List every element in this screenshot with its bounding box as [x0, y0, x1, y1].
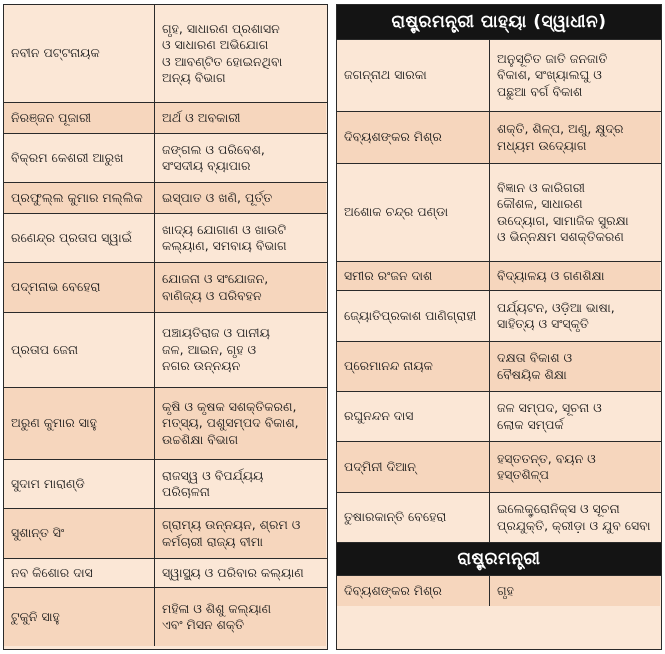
portfolio: ପର୍ଯ୍ୟଟନ, ଓଡ଼ିଆ ଭାଷା, ସାହିତ୍ୟ ଓ ସଂସ୍କୃତି [497, 299, 615, 331]
table-row [337, 342, 661, 392]
portfolio: ଯୋଜନା ଓ ସଂଯୋଜନ, ବାଣିଜ୍ୟ ଓ ପରିବହନ [155, 263, 326, 312]
portfolio: ଗ୍ରାମ୍ୟ ଉନ୍ନୟନ, ଶ୍ରମ ଓ କର୍ମଚାରୀ ରାଜ୍ୟ ବୀମା [155, 509, 326, 558]
minister-name: ଅଶୋକ ଚନ୍ଦ୍ର ପଣ୍ଡା [337, 164, 490, 261]
minister-name: ପ୍ରେମାନନ୍ଦ ନାୟକ [337, 342, 490, 391]
minister-name: ଜଗନ୍ନାଥ ସାରକା [337, 40, 490, 111]
portfolio: ଅନୁସୂଚିତ ଜାତି ଜନଜାତି ବିକାଶ, ସଂଖ୍ୟାଲଘୁ ଓ ପଛୁଆ ବର୍ଗ ବିକାଶ [497, 50, 608, 99]
table-row [337, 291, 661, 342]
portfolio: କୃଷି ଓ କୃଷକ ସଶକ୍ତିକରଣ, ମତ୍ସ୍ୟ, ପଶୁସମ୍ପଦ ବିକାଶ, ଉଚ୍ଚଶିକ୍ଷା ବିଭାଗ [155, 388, 326, 459]
table-row [4, 183, 327, 214]
portfolio: ଇଲେକ୍ଟ୍ରୋନିକ୍ସ ଓ ସୂଚନା ପ୍ରଯୁକ୍ତି, କ୍ରୀଡ଼ା ଓ ଯୁବ ସେବା [497, 501, 651, 533]
portfolio: ହସ୍ତତନ୍ତ, ବୟନ ଓ ହସ୍ତଶିଳ୍ପ [490, 442, 660, 492]
minister-name: ପ୍ରତାପ ଜେନା [4, 313, 155, 387]
minister-name: ସୁଦାମ ମାରାଣ୍ଡି [4, 460, 155, 508]
cabinet-ministers-table [3, 4, 328, 650]
portfolio: ଦକ୍ଷତା ବିକାଶ ଓ ବୈଷୟିକ ଶିକ୍ଷା [490, 342, 660, 391]
table-row [4, 214, 327, 263]
table-row [4, 263, 327, 313]
table-row [337, 164, 661, 262]
table-row [337, 442, 661, 493]
minister-name: ରଘୁନନ୍ଦନ ଦାସ [337, 392, 490, 441]
table-row [4, 509, 327, 559]
minister-name: ପଦ୍ମନାଭ ବେହେରା [4, 263, 155, 312]
table-row [337, 392, 661, 442]
minister-name: ଦିବ୍ୟଶଙ୍କର ମିଶ୍ର [337, 112, 490, 163]
minister-name: ଦିବ୍ୟଶଙ୍କର ମିଶ୍ର [337, 576, 490, 606]
table-row [337, 112, 661, 164]
portfolio: ଅର୍ଥ ଓ ଅବକାରୀ [155, 103, 326, 133]
portfolio: ମହିଳା ଓ ଶିଶୁ କଲ୍ୟାଣ ଏବଂ ମିସନ ଶକ୍ତି [155, 588, 326, 646]
portfolio: ଗୃହ [490, 576, 660, 606]
minister-name: ଅରୁଣ କୁମାର ସାହୁ [4, 388, 155, 459]
table-row [4, 588, 327, 646]
table-row [337, 493, 661, 543]
ministers-of-state-table [336, 4, 662, 650]
minister-name: ପ୍ରଫୁଲ୍ଲ କୁମାର ମଲ୍ଲିକ [4, 183, 155, 213]
table-row [337, 40, 661, 112]
minister-name: ନିରଞ୍ଜନ ପୂଜାରୀ [4, 103, 155, 133]
portfolio: ଖାଦ୍ୟ ଯୋଗାଣ ଓ ଖାଉଟି କଲ୍ୟାଣ, ସମବାୟ ବିଭାଗ [162, 221, 287, 253]
minister-name: ଜ୍ୟୋତିପ୍ରକାଶ ପାଣିଗ୍ରାହୀ [337, 291, 490, 341]
minister-name: ନବ କିଶୋର ଦାସ [4, 559, 155, 587]
portfolio: ଜଳ ସମ୍ପଦ, ସୂଚନା ଓ ଲୋକ ସମ୍ପର୍କ [497, 400, 602, 432]
minister-name: ରଣେନ୍ଦ୍ର ପ୍ରତାପ ସ୍ୱାଇଁ [4, 214, 155, 262]
table-row [4, 460, 327, 509]
minister-name: ତୁଷାରକାନ୍ତି ବେହେରା [337, 493, 490, 542]
minister-name: ସୁଶାନ୍ତ ସିଂ [4, 509, 155, 558]
table-row [4, 134, 327, 183]
portfolio: ଶକ୍ତି, ଶିଳ୍ପ, ଅଣୁ, କ୍ଷୁଦ୍ର ମଧ୍ୟମ ଉଦ୍ୟୋଗ [490, 112, 660, 163]
table-row [337, 262, 661, 291]
portfolio: ବିଜ୍ଞାନ ଓ କାରିଗରୀ କୌଶଳ, ସାଧାରଣ ଉଦ୍ୟୋଗ, ସାମାଜିକ ସୁରକ୍ଷା ଓ ଭିନ୍ନକ୍ଷମ ସଶକ୍ତିକରଣ [497, 179, 629, 244]
section-header: ରାଷ୍ଟ୍ରମନ୍ତ୍ରୀ [337, 543, 661, 576]
portfolio: ଜଙ୍ଗଲ ଓ ପରିବେଶ, ସଂସଦୀୟ ବ୍ୟାପାର [162, 141, 265, 173]
portfolio: ପଞ୍ଚାୟତିରାଜ ଓ ପାନୀୟ ଜଳ, ଆଇନ, ଗୃହ ଓ ନଗର ଉନ୍ନୟନ [162, 325, 270, 374]
portfolio: ସ୍ୱାସ୍ଥ୍ୟ ଓ ପରିବାର କଲ୍ୟାଣ [162, 564, 304, 580]
portfolio: ଗୃହ, ସାଧାରଣ ପ୍ରଶାସନ ଓ ସାଧାରଣ ଅଭିଯୋଗ ଓ ଆବଣ୍ଟିତ ହୋଇନଥିବା ଅନ୍ୟ ବିଭାଗ [162, 20, 283, 85]
minister-name: ଟୁକୁନି ସାହୁ [4, 588, 155, 646]
portfolio: ଇସ୍ପାତ ଓ ଖଣି, ପୂର୍ତ୍ତ [155, 183, 326, 213]
minister-name: ପଦ୍ମିନୀ ଦିଆନ୍ [337, 442, 490, 492]
table-row [4, 103, 327, 134]
table-row [4, 313, 327, 388]
minister-name: ବିକ୍ରମ କେଶରୀ ଆରୁଖ [4, 134, 155, 182]
portfolio: ରାଜସ୍ୱ ଓ ବିପର୍ଯ୍ୟୟ ପରିଚାଳନା [162, 467, 264, 499]
minister-name: ନବୀନ ପଟ୍ଟନାୟକ [4, 5, 155, 102]
table-row [4, 388, 327, 460]
minister-name: ସମୀର ରଂଜନ ଦାଶ [337, 262, 490, 290]
section-header: ରାଷ୍ଟ୍ରମନ୍ତ୍ରୀ ପାହ୍ୟା (ସ୍ୱାଧୀନ) [337, 5, 661, 40]
table-row [4, 5, 327, 103]
table-row [337, 576, 661, 606]
table-row [4, 559, 327, 588]
portfolio: ବିଦ୍ୟାଳୟ ଓ ଗଣଶିକ୍ଷା [490, 262, 660, 290]
